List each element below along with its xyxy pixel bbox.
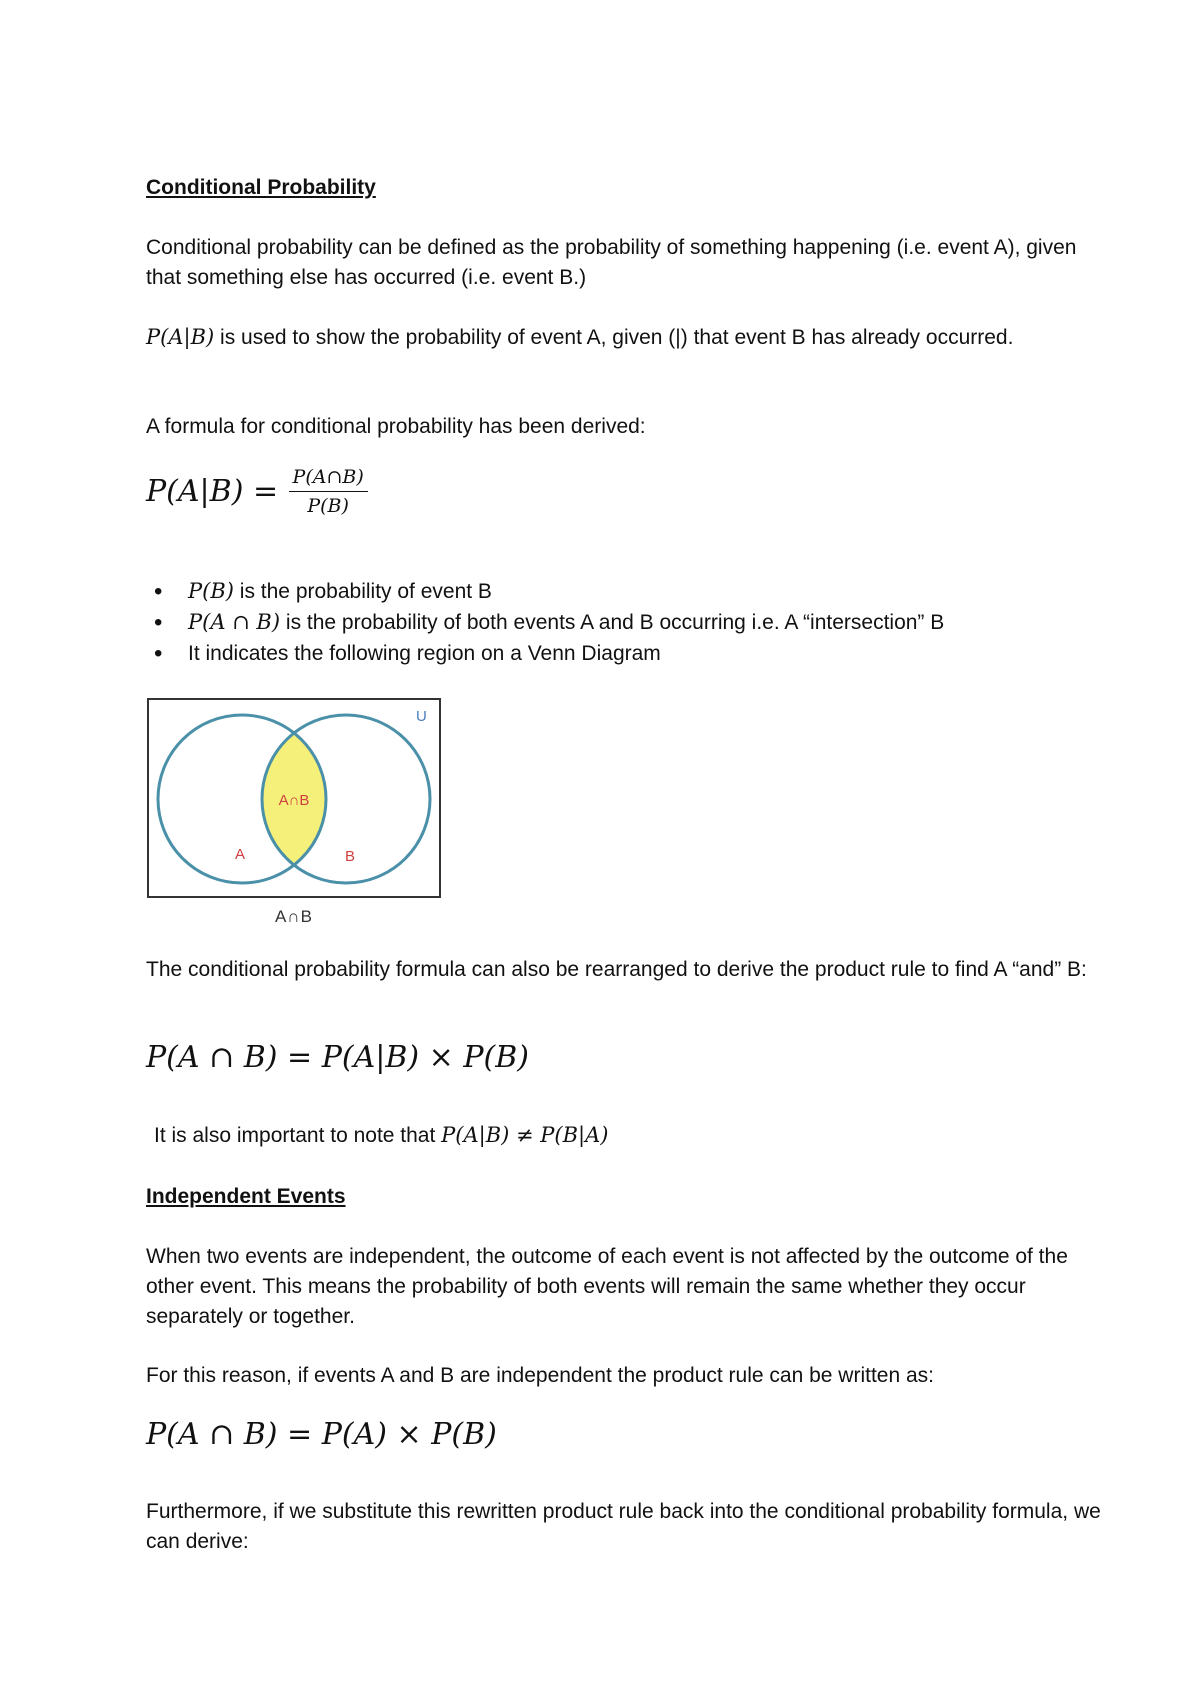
bullet-text: is the probability of both events A and B occurring i.e. A “intersection” B [280, 611, 945, 634]
set-b-label: B [344, 848, 356, 865]
product-rule-formula: P(A ∩ B) = P(A|B) × P(B) [146, 1040, 529, 1075]
list-item [116, 576, 1076, 607]
heading-conditional-probability: Conditional Probability [146, 176, 376, 199]
note-math: P(A|B) ≠ P(B|A) [441, 1123, 609, 1147]
closing-paragraph: Furthermore, if we substitute this rewritten product rule back into the conditional probability formula, we can derive: [146, 1500, 1101, 1553]
bullet-math: P(A ∩ B) [188, 610, 281, 634]
universe-label: U [416, 708, 427, 725]
notation-symbol: P(A|B) [146, 325, 215, 349]
formula-numerator: P(A∩B) [289, 466, 368, 492]
set-a-label: A [234, 846, 246, 863]
formula-lhs: P(A|B) = [146, 474, 279, 509]
list-item [116, 638, 1076, 669]
list-item [116, 607, 1076, 638]
bullet-math: P(B) [188, 579, 234, 603]
independent-paragraph: When two events are independent, the outcome of each event is not affected by the outcome of the other event. This means the probability of both events will remain the same whether they occur separately or together. [146, 1245, 1068, 1328]
heading-independent-events: Independent Events [146, 1185, 346, 1208]
intersection-label: A∩B [278, 792, 310, 809]
independent-product-formula: P(A ∩ B) = P(A) × P(B) [146, 1417, 497, 1452]
formula-fraction [289, 466, 368, 517]
note-text: It is also important to note that [154, 1124, 442, 1147]
bullet-text: is the probability of event B [233, 580, 492, 603]
bullet-list [116, 576, 1076, 669]
independent-rule-intro: For this reason, if events A and B are independent the product rule can be written as: [146, 1364, 934, 1387]
bullet-list-wrapper [116, 576, 1076, 669]
venn-diagram [146, 697, 442, 929]
notation-paragraph [146, 322, 1106, 353]
intro-paragraph: Conditional probability can be defined as the probability of something happening (i.e. event A), given that something else has occurred (i.e. event B.) [146, 236, 1077, 289]
venn-caption: A∩B [275, 907, 313, 926]
formula-denominator: P(B) [307, 495, 349, 517]
venn-svg [146, 697, 442, 901]
conditional-formula [146, 466, 1106, 546]
note-paragraph [154, 1120, 1114, 1151]
formula-intro: A formula for conditional probability has been derived: [146, 415, 646, 438]
product-rule-intro: The conditional probability formula can also be rearranged to derive the product rule to find A “and” B: [146, 958, 1087, 981]
notation-text: is used to show the probability of event A, given (|) that event B has already occurred. [214, 326, 1014, 349]
bullet-text: It indicates the following region on a Venn Diagram [188, 642, 661, 665]
